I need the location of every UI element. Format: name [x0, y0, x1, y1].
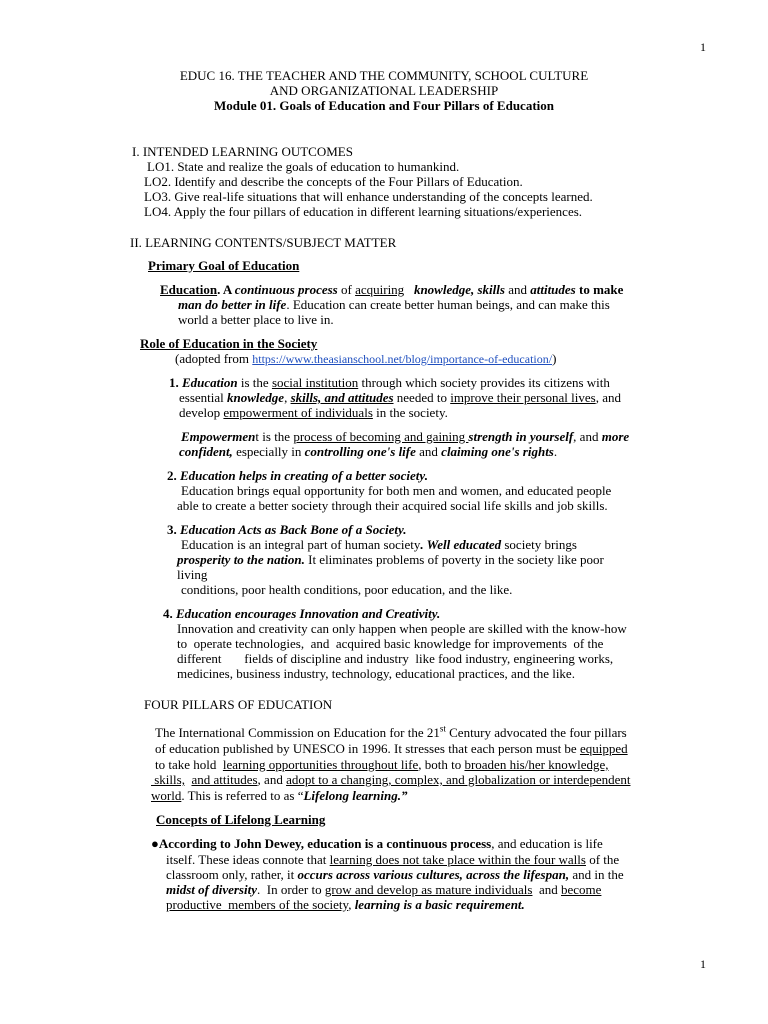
page-number-top: 1: [700, 40, 706, 54]
role-item-3-line-3: living: [177, 567, 208, 582]
role-item-3-line-2: prosperity to the nation. It eliminates problems of poverty in the society like poor: [177, 552, 604, 567]
role-item-3-title: 3. Education Acts as Back Bone of a Society.: [167, 522, 407, 537]
role-item-2-title: 2. Education helps in creating of a better society.: [167, 468, 428, 483]
role-item-3-line-1: Education is an integral part of human society. Well educated society brings: [181, 537, 577, 552]
concepts-line-3: classroom only, rather, it occurs across various cultures, across the lifespan, and in the: [166, 867, 624, 882]
role-heading: Role of Education in the Society: [140, 336, 318, 351]
pillars-para-line-2: of education published by UNESCO in 1996. It stresses that each person must be equipped: [155, 741, 628, 756]
concepts-heading: Concepts of Lifelong Learning: [156, 812, 326, 827]
pillars-heading: FOUR PILLARS OF EDUCATION: [144, 697, 333, 712]
role-item-1-line-1: 1. Education is the social institution through which society provides its citizens with: [169, 375, 610, 390]
bullet-icon: ●: [151, 836, 159, 851]
ilo-item-1: LO1. State and realize the goals of education to humankind.: [147, 159, 460, 174]
pillars-para-line-3: to take hold learning opportunities throughout life, both to broaden his/her knowledge,: [155, 757, 609, 772]
header-line-1: EDUC 16. THE TEACHER AND THE COMMUNITY, SCHOOL CULTURE: [179, 68, 589, 83]
concepts-line-4: midst of diversity. In order to grow and develop as mature individuals and become: [166, 882, 602, 897]
concepts-line-1: ●According to John Dewey, education is a continuous process, and education is life: [151, 836, 603, 851]
role-item-1-line-3: develop empowerment of individuals in the society.: [179, 405, 448, 420]
header-line-2: AND ORGANIZATIONAL LEADERSHIP: [269, 83, 499, 98]
page-number-bottom: 1: [700, 957, 706, 971]
concepts-line-5: productive members of the society, learning is a basic requirement.: [166, 897, 525, 912]
role-item-1-line-2: essential knowledge, skills, and attitudes needed to improve their personal lives, and: [179, 390, 621, 405]
ilo-item-4: LO4. Apply the four pillars of education in different learning situations/experiences.: [144, 204, 583, 219]
ilo-item-3: LO3. Give real-life situations that will enhance understanding of the concepts learned.: [144, 189, 593, 204]
pillars-para-line-1: The International Commission on Education for the 21st Century advocated the four pillars: [155, 723, 627, 740]
pillars-para-line-4: skills, and attitudes, and adopt to a changing, complex, and globalization or interdependent: [151, 772, 631, 787]
concepts-line-2: itself. These ideas connote that learning does not take place within the four walls of the: [166, 852, 620, 867]
primary-goal-heading: Primary Goal of Education: [148, 258, 300, 273]
role-item-4-line-2: to operate technologies, and acquired basic knowledge for improvements of the: [177, 636, 604, 651]
role-item-3-line-4: conditions, poor health conditions, poor education, and the like.: [181, 582, 513, 597]
role-item-4-line-4: medicines, business industry, technology, educational practices, and the like.: [177, 666, 575, 681]
module-title: Module 01. Goals of Education and Four Pillars of Education: [214, 98, 554, 113]
education-term: Education: [160, 282, 218, 297]
ilo-heading: I. INTENDED LEARNING OUTCOMES: [132, 144, 353, 159]
source-link[interactable]: https://www.theasianschool.net/blog/importance-of-education/: [252, 352, 553, 366]
education-definition-line-2: man do better in life. Education can create better human beings, and can make this: [178, 297, 610, 312]
empowerment-line-1: Empowerment is the process of becoming and gaining strength in yourself, and more: [181, 429, 630, 444]
empowerment-line-2: confident, especially in controlling one's life and claiming one's rights.: [179, 444, 558, 459]
education-definition-line-3: world a better place to live in.: [178, 312, 334, 327]
ilo-item-2: LO2. Identify and describe the concepts of the Four Pillars of Education.: [144, 174, 523, 189]
pillars-para-line-5: world. This is referred to as “Lifelong learning.”: [151, 788, 408, 803]
role-item-4-line-1: Innovation and creativity can only happen when people are skilled with the know-how: [177, 621, 627, 636]
adopted-from: (adopted from https://www.theasianschool.net/blog/importance-of-education/): [175, 351, 557, 366]
role-item-2-line-1: Education brings equal opportunity for both men and women, and educated people: [181, 483, 612, 498]
role-item-4-title: 4. Education encourages Innovation and Creativity.: [163, 606, 441, 621]
education-definition-line-1: Education. A continuous process of acquiring knowledge, skills and attitudes to make: [160, 282, 624, 297]
role-item-2-line-2: able to create a better society through their acquired social life skills and job skills.: [177, 498, 608, 513]
role-item-4-line-3: different fields of discipline and industry like food industry, engineering works,: [177, 651, 614, 666]
contents-heading: II. LEARNING CONTENTS/SUBJECT MATTER: [130, 235, 397, 250]
